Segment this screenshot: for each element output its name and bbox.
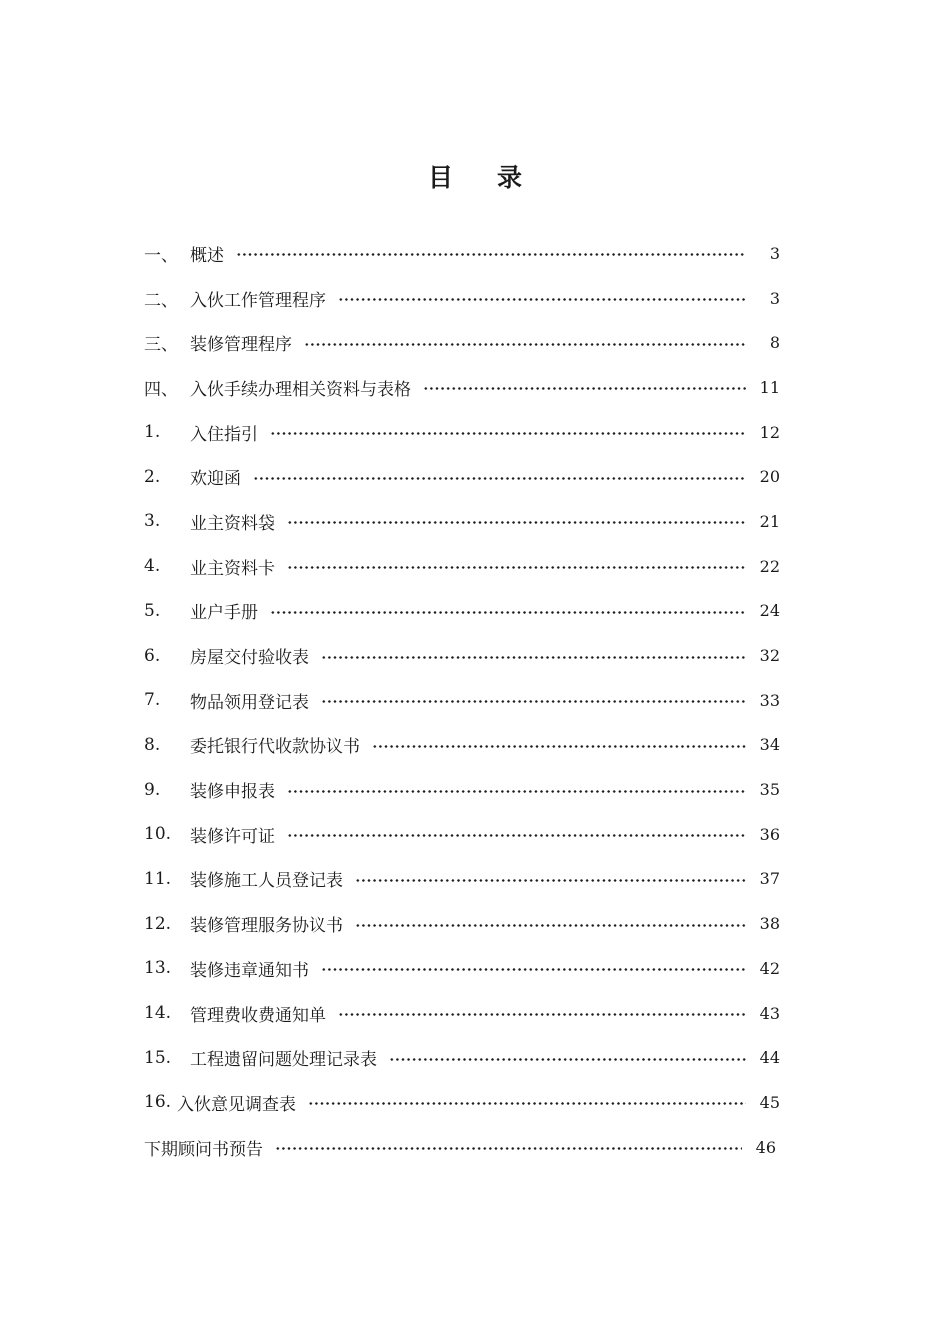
- toc-page-number: 37: [759, 869, 780, 889]
- toc-row[interactable]: [144, 499, 780, 544]
- toc-page-number: 12: [759, 422, 780, 442]
- toc-number: 8.: [144, 734, 161, 755]
- toc-leader-dots: [275, 1147, 742, 1150]
- toc-leader-dots: [355, 879, 746, 882]
- toc-number: 7.: [144, 690, 161, 711]
- toc-row[interactable]: [144, 365, 780, 410]
- toc-leader-dots: [287, 834, 746, 837]
- toc-row[interactable]: [144, 678, 780, 723]
- toc-leader-dots: [270, 611, 746, 614]
- toc-number: 10.: [144, 824, 172, 845]
- toc-page-number: 45: [759, 1092, 780, 1112]
- toc-number: 二、: [144, 290, 178, 311]
- toc-row[interactable]: [144, 544, 780, 589]
- toc-page-number: 24: [759, 601, 780, 621]
- toc-label: 入伙手续办理相关资料与表格: [190, 379, 411, 400]
- toc-label: 工程遗留问题处理记录表: [190, 1050, 377, 1071]
- toc-page-number: 46: [755, 1137, 776, 1157]
- toc-page-number: 36: [759, 824, 780, 844]
- toc-row[interactable]: [144, 589, 780, 634]
- title-char-2: 录: [497, 163, 523, 192]
- toc-page-number: 3: [769, 288, 780, 308]
- toc-number: 四、: [144, 379, 178, 400]
- toc-label: 入伙工作管理程序: [190, 290, 326, 311]
- toc-row[interactable]: [144, 1035, 780, 1080]
- toc-leader-dots: [236, 253, 746, 256]
- toc-row[interactable]: [144, 633, 780, 678]
- table-of-contents: [144, 231, 780, 1169]
- toc-number: 3.: [144, 511, 161, 532]
- toc-page-number: 35: [759, 780, 780, 800]
- toc-label: 委托银行代收款协议书: [190, 737, 360, 758]
- toc-row[interactable]: [144, 1080, 780, 1125]
- toc-leader-dots: [253, 477, 746, 480]
- toc-row[interactable]: [144, 454, 780, 499]
- toc-label: 入住指引: [190, 424, 258, 445]
- toc-leader-dots: [308, 1102, 746, 1105]
- toc-row[interactable]: [144, 231, 780, 276]
- toc-row[interactable]: [144, 767, 780, 812]
- toc-leader-dots: [338, 1013, 746, 1016]
- toc-number: 1.: [144, 422, 161, 443]
- toc-number: 5.: [144, 600, 161, 621]
- toc-number: 12.: [144, 913, 172, 934]
- toc-number: 9.: [144, 779, 161, 800]
- toc-row[interactable]: [144, 946, 780, 991]
- toc-number: 2.: [144, 466, 161, 487]
- toc-page-number: 34: [759, 735, 780, 755]
- toc-label: 装修施工人员登记表: [190, 871, 343, 892]
- toc-page-number: 20: [759, 467, 780, 487]
- toc-label: 房屋交付验收表: [190, 648, 309, 669]
- toc-row[interactable]: [144, 812, 780, 857]
- toc-number: 4.: [144, 556, 161, 577]
- toc-leader-dots: [270, 432, 746, 435]
- toc-number: 14.: [144, 1003, 172, 1024]
- toc-leader-dots: [321, 700, 746, 703]
- toc-label: 入伙意见调查表: [177, 1094, 297, 1115]
- toc-leader-dots: [321, 656, 746, 659]
- toc-leader-dots: [287, 566, 746, 569]
- toc-label: 管理费收费通知单: [190, 1005, 326, 1026]
- toc-label: 装修管理服务协议书: [190, 916, 343, 937]
- toc-leader-dots: [355, 924, 746, 927]
- toc-number: 13.: [144, 958, 172, 979]
- toc-label: 概述: [190, 245, 224, 266]
- toc-row[interactable]: [144, 410, 780, 455]
- toc-label: 业主资料卡: [190, 558, 275, 579]
- toc-leader-dots: [287, 521, 746, 524]
- toc-row[interactable]: [144, 1125, 780, 1170]
- page-title: [0, 158, 950, 194]
- toc-label: 欢迎函: [190, 469, 241, 490]
- toc-label: 装修申报表: [190, 782, 275, 803]
- toc-leader-dots: [338, 298, 746, 301]
- title-char-1: 目: [427, 163, 453, 192]
- toc-row[interactable]: [144, 901, 780, 946]
- toc-leader-dots: [304, 343, 746, 346]
- toc-page-number: 42: [759, 958, 780, 978]
- toc-leader-dots: [287, 790, 746, 793]
- toc-row[interactable]: [144, 320, 780, 365]
- toc-page-number: 21: [759, 511, 780, 531]
- toc-leader-dots: [423, 387, 746, 390]
- toc-label: 物品领用登记表: [190, 692, 309, 713]
- toc-page-number: 3: [769, 243, 780, 263]
- toc-row[interactable]: [144, 991, 780, 1036]
- toc-label: 业主资料袋: [190, 513, 275, 534]
- toc-leader-dots: [389, 1058, 746, 1061]
- toc-label: 装修许可证: [190, 826, 275, 847]
- toc-page-number: 22: [759, 556, 780, 576]
- toc-label: 装修违章通知书: [190, 960, 309, 981]
- toc-number: 一、: [144, 245, 178, 266]
- toc-number: 15.: [144, 1047, 172, 1068]
- toc-leader-dots: [321, 968, 746, 971]
- toc-page-number: 43: [759, 1003, 780, 1023]
- toc-page-number: 38: [759, 914, 780, 934]
- toc-label: 装修管理程序: [190, 335, 292, 356]
- toc-number: 11.: [144, 868, 172, 889]
- toc-row[interactable]: [144, 276, 780, 321]
- toc-page-number: 32: [759, 646, 780, 666]
- toc-leader-dots: [372, 745, 746, 748]
- toc-number: 16.: [144, 1092, 172, 1113]
- toc-row[interactable]: [144, 857, 780, 902]
- toc-label: 下期顾问书预告: [144, 1139, 263, 1160]
- toc-number: 6.: [144, 645, 161, 666]
- toc-page-number: 11: [759, 377, 780, 397]
- toc-page-number: 33: [759, 690, 780, 710]
- toc-number: 三、: [144, 335, 178, 356]
- toc-row[interactable]: [144, 723, 780, 768]
- toc-page-number: 8: [769, 333, 780, 353]
- toc-page-number: 44: [759, 1048, 780, 1068]
- toc-label: 业户手册: [190, 603, 258, 624]
